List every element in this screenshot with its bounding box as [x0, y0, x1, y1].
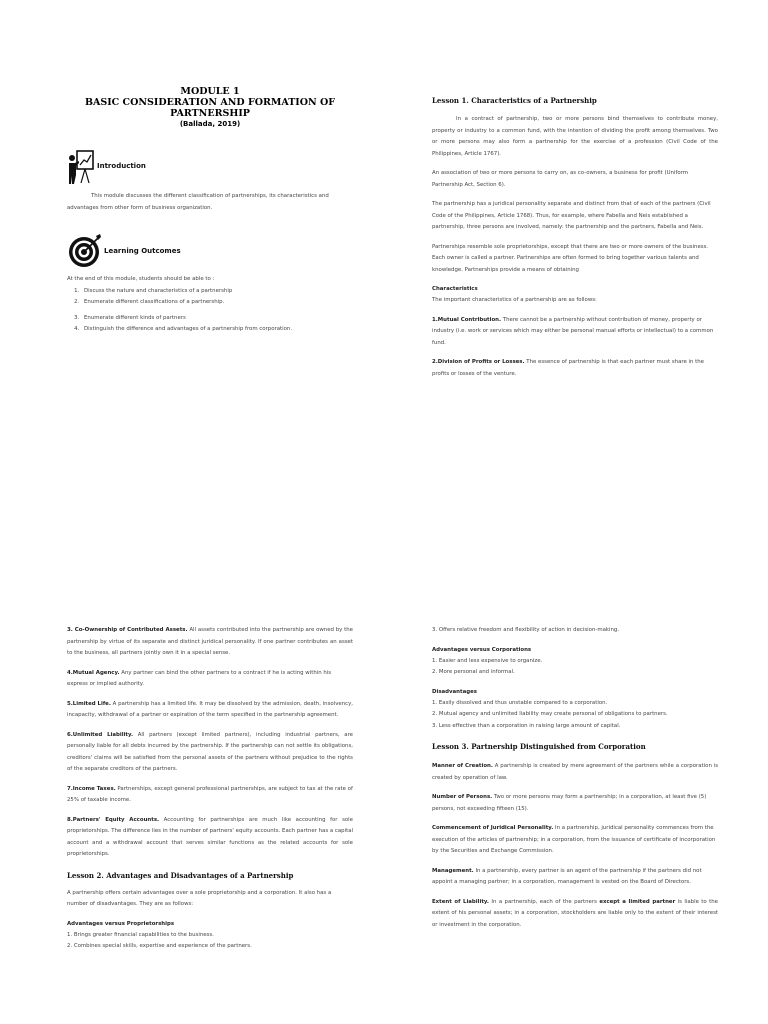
disadvantage-item: 1. Easily dissolved and thus unstable compared to a corporation.	[432, 699, 608, 706]
page-2	[0, 512, 768, 1024]
distinction-persons-text: Two or more persons may form a partnership; in a corporation, at least five (5) persons, not exceeding fifteen (15).	[432, 794, 707, 812]
lesson2-intro: A partnership offers certain advantages over a sole proprietorship and a corporation. It also has a number of disadvantages. They are as follows:	[67, 889, 332, 907]
characteristic-6-text: All partners (except limited partners), including industrial partners, are personally liable for all debts incurred by the partnership. If the partnership can not settle its obligations, creditors' claims will be satisfied from the personal assets of the partners without prejudice to the rights of the separate creditors of the partners.	[67, 731, 353, 772]
characteristic-6	[67, 730, 353, 776]
outcome-item: 2. Enumerate different classifications of a partnership.	[81, 297, 353, 309]
advantage-proprietorship-item: 2. Combines special skills, expertise and experience of the partners.	[67, 943, 252, 949]
characteristic-5-text: A partnership has a limited life. It may be dissolved by the admission, death, insolvency, incapacity, withdrawal of a partner or expiration of the term specified in the partnership agreement.	[67, 700, 353, 718]
characteristic-3-label: 3. Co-Ownership of Contributed Assets.	[67, 627, 188, 633]
advantage-proprietorship-item: 3. Offers relative freedom and flexibility of action in decision-making.	[432, 627, 620, 633]
advantage-corporation-item: 2. More personal and informal.	[432, 669, 515, 675]
distinction-juridical	[432, 823, 718, 858]
distinction-management-text: In a partnership, every partner is an agent of the partnership if the partners did not appoint a managing partner; in a corporation, management is vested on the Board of Directors.	[432, 867, 702, 885]
learning-outcomes-header	[67, 233, 353, 273]
characteristic-7-label: 7.Income Taxes.	[67, 785, 116, 792]
characteristic-1-text: There cannot be a partnership without contribution of money, property or industry (i.e. work or services which may either be personal manual efforts or intellectual) to a common fund.	[432, 316, 714, 346]
module-title-line3: PARTNERSHIP	[170, 108, 250, 119]
introduction-heading: Introduction	[97, 162, 146, 170]
characteristic-2-label: 2.Division of Profits or Losses.	[432, 359, 525, 365]
disadvantage-item: 2. Mutual agency and unlimited liability may create personal of obligations to partners.	[432, 711, 668, 717]
characteristic-3	[67, 625, 353, 660]
distinction-juridical-label: Commencement of Juridical Personality.	[432, 825, 554, 831]
introduction-text: This module discusses the different classification of partnerships, its characteristics and advantages from other form of business organization.	[67, 193, 329, 211]
lesson1-para3: The partnership has a juridical personality separate and distinct from that of each of the partners (Civil Code of the Philippines, Article 1768). Thus, for example, where Fabella and Neis established a partnership, three persons are involved, namely: the partnership and the partners, Fabella and Neis.	[432, 201, 711, 230]
advantages-proprietorships-heading: Advantages versus Proprietorships	[67, 920, 175, 927]
characteristic-4-label: 4.Mutual Agency.	[67, 669, 120, 676]
presenter-icon	[67, 149, 95, 185]
characteristic-2-text: The essence of partnership is that each partner must share in the profits or losses of the venture.	[432, 359, 704, 377]
distinction-persons-label: Number of Persons.	[432, 794, 493, 800]
characteristic-1-label: 1.Mutual Contribution.	[432, 316, 502, 323]
lesson2-title: Lesson 2. Advantages and Disadvantages of a Partnership	[67, 870, 294, 880]
characteristic-7	[67, 784, 353, 807]
learning-outcomes-heading: Learning Outcomes	[104, 247, 181, 255]
lesson1-para4: Partnerships resemble sole proprietorships, except that there are two or more owners of the business. Each owner is called a partner. Partnerships are often formed to bring together various talents and knowledge. Partnerships provide a means of obtaining	[432, 243, 709, 273]
page2-left-column	[67, 625, 353, 953]
module-title	[67, 86, 353, 119]
distinction-liability-text-a: In a partnership, each of the partners	[488, 898, 600, 905]
distinction-liability	[432, 897, 718, 932]
lesson1-para1: In a contract of partnership, two or more persons bind themselves to contribute money, property or industry to a common fund, with the intention of dividing the profit among themselves. Two or more persons may also form a partnership for the exercise of a profession (Civil Code of the Philippines, Article 1767).	[432, 116, 718, 157]
characteristic-7-text: Partnerships, except general professional partnerships, are subject to tax at the rate of 25% of taxable income.	[67, 785, 353, 803]
outcomes-lead: At the end of this module, students should be able to :	[67, 276, 215, 282]
page1-left-column	[67, 86, 353, 336]
disadvantage-item: 3. Less effective than a corporation in raising large amount of capital.	[432, 722, 621, 729]
characteristic-4	[67, 668, 353, 691]
advantage-corporation-item: 1. Easier and less expensive to organize.	[432, 657, 543, 664]
characteristic-5-label: 5.Limited Life.	[67, 700, 111, 707]
distinction-management	[432, 866, 718, 889]
outcome-item: 1. Discuss the nature and characteristics of a partnership	[81, 286, 353, 298]
page1-right-column	[432, 96, 718, 380]
distinction-persons	[432, 792, 718, 815]
lesson1-para2: An association of two or more persons to carry on, as co-owners, a business for profit (Uniform Partnership Act, Section 6).	[432, 170, 689, 188]
distinction-creation-label: Manner of Creation.	[432, 763, 493, 769]
page2-right-column	[432, 625, 718, 931]
module-title-line1: MODULE 1	[180, 86, 240, 97]
characteristic-5	[67, 699, 353, 722]
characteristic-8-text: Accounting for partnerships are much like accounting for sole proprietorships. The difference lies in the number of partners' equity accounts. Each partner has a capital account and a withdrawal account that serves similar functions as the related accounts for sole proprietorships.	[67, 816, 353, 857]
lesson3-title: Lesson 3. Partnership Distinguished from Corporation	[432, 742, 646, 751]
distinction-liability-text-b: is liable to the extent of his personal assets; in a corporation, stockholders are liable only to the extent of their interest or investment in the corporation.	[432, 898, 718, 928]
distinction-liability-label: Extent of Liability.	[432, 898, 489, 905]
distinction-liability-bold: except a limited partner	[599, 898, 676, 905]
outcome-item: 4. Distinguish the difference and advantages of a partnership from corporation.	[81, 324, 353, 336]
advantage-proprietorship-item: 1. Brings greater financial capabilities to the business.	[67, 931, 214, 938]
characteristics-lead: The important characteristics of a partnership are as follows:	[432, 297, 597, 303]
lesson1-title: Lesson 1. Characteristics of a Partnership	[432, 96, 597, 105]
characteristic-1	[432, 315, 718, 350]
distinction-creation-text: A partnership is created by mere agreement of the partners while a corporation is created by operation of law.	[432, 763, 718, 781]
distinction-juridical-text: In a partnership, juridical personality commences from the execution of the articles of partnership; in a corporation, from the issuance of certificate of incorporation by the Securities and Exchange Commission.	[432, 825, 716, 854]
distinction-management-label: Management.	[432, 867, 474, 874]
target-icon	[67, 233, 103, 269]
distinction-creation	[432, 761, 718, 784]
characteristic-4-text: Any partner can bind the other partners to a contract if he is acting within his express or implied authority.	[67, 669, 332, 687]
characteristic-6-label: 6.Unlimited Liability.	[67, 731, 134, 738]
advantages-corporations-heading: Advantages versus Corporations	[432, 646, 532, 653]
characteristic-8	[67, 815, 353, 861]
characteristic-2	[432, 357, 718, 380]
characteristics-heading: Characteristics	[432, 286, 478, 292]
module-title-line2: BASIC CONSIDERATION AND FORMATION OF	[84, 97, 336, 108]
characteristic-3-text: All assets contributed into the partnership are owned by the partnership by virtue of its separate and distinct juridical personality. If one partner contributes an asset to the business, all partners jointly own it in a special sense.	[67, 627, 353, 656]
disadvantages-heading: Disadvantages	[432, 688, 477, 695]
outcome-item: 3. Enumerate different kinds of partners	[81, 313, 353, 325]
introduction-header	[67, 149, 353, 189]
characteristic-8-label: 8.Partners' Equity Accounts.	[67, 816, 160, 823]
module-author: (Ballada, 2019)	[179, 120, 241, 128]
outcomes-list	[67, 286, 353, 336]
